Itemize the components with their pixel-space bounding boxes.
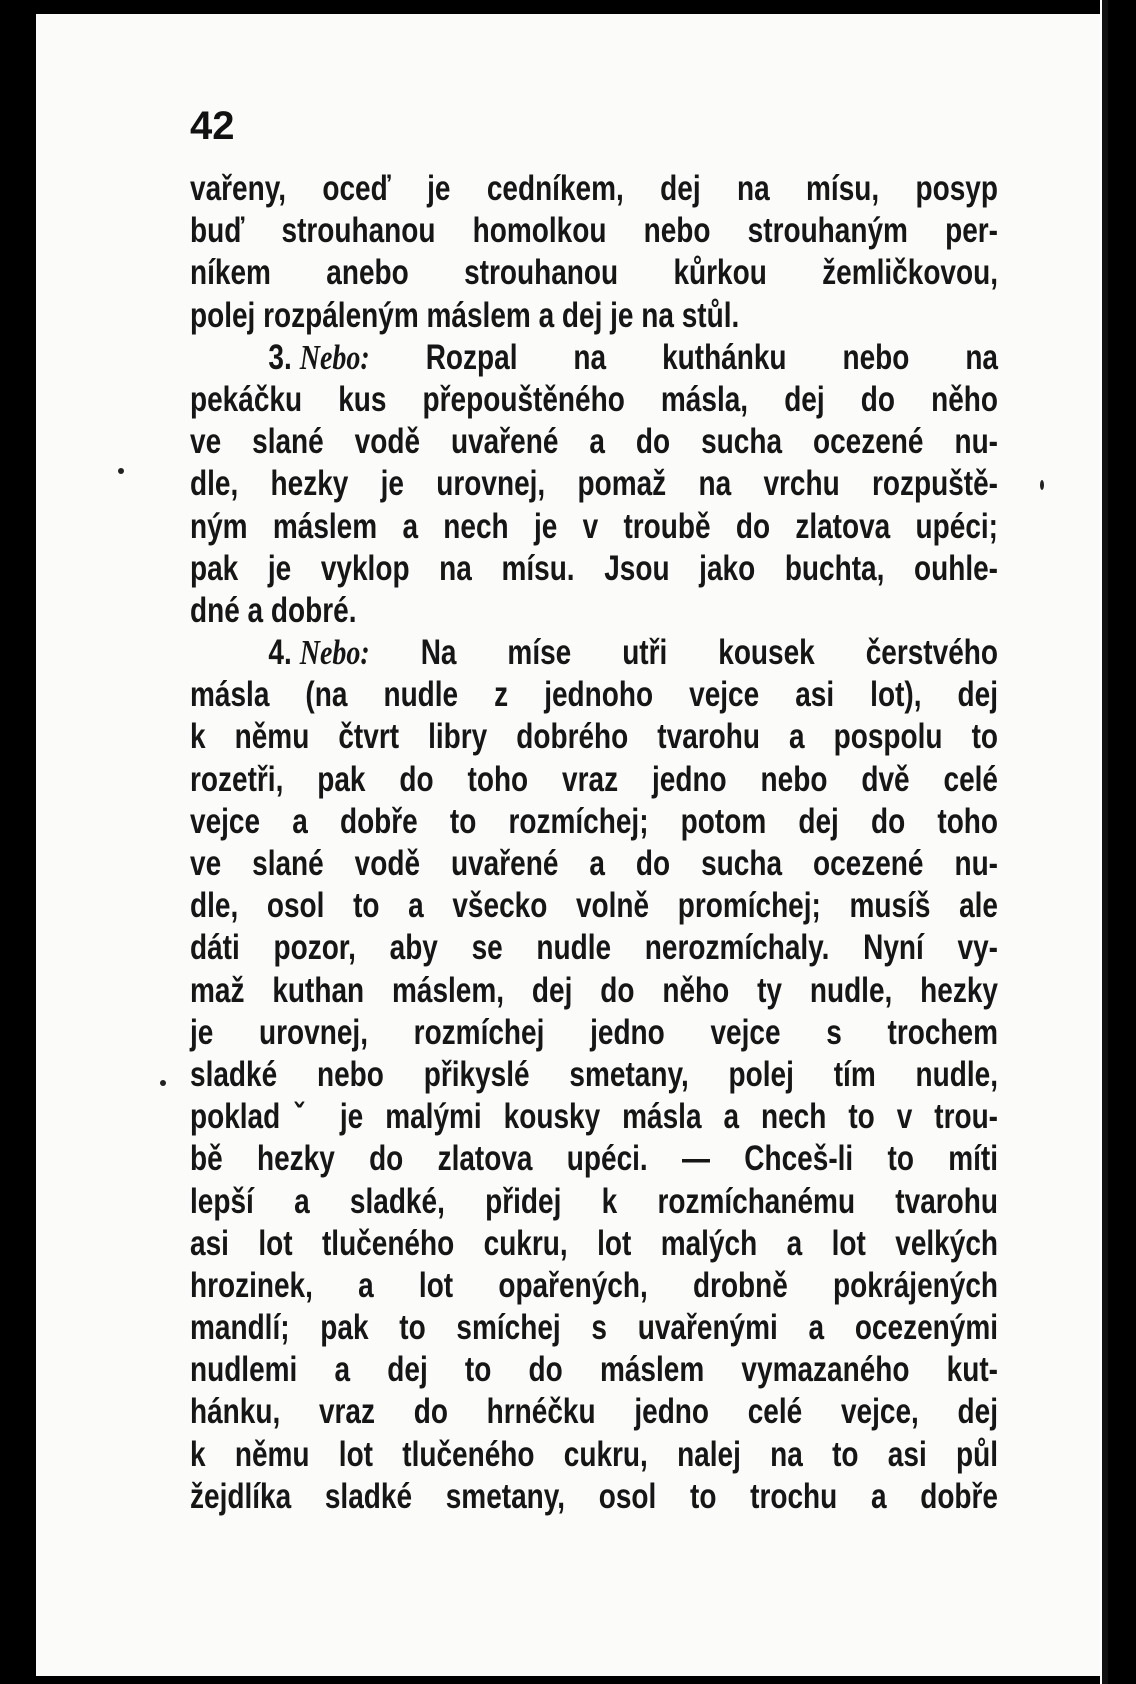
line-text: bě hezky do zlatova upéci. — Chceš-li to míti	[190, 1139, 998, 1179]
line-text: rozetři, pak do toho vraz jedno nebo dvě celé	[190, 759, 998, 799]
line-text: hánku, vraz do hrnéčku jedno celé vejce, dej	[190, 1392, 998, 1432]
line-text: vařeny, oceď je cedníkem, dej na mísu, posyp	[190, 169, 998, 208]
line-text: pokladˇ je malými kousky másla a nech to v trou-	[190, 1097, 998, 1137]
line-text: k němu lot tlučeného cukru, nalej na to asi půl	[190, 1434, 998, 1474]
line-text: ve slané vodě uvařené a do sucha ocezené nu-	[190, 844, 998, 883]
text-line	[190, 506, 998, 548]
text-line	[190, 1138, 998, 1180]
line-text: dle, hezky je urovnej, pomaž na vrchu rozpuště-	[190, 464, 998, 504]
text-line	[190, 970, 998, 1012]
text-line	[190, 1476, 998, 1518]
line-text: hrozinek, a lot opařených, drobně pokrájených	[190, 1265, 998, 1305]
text-line	[190, 1307, 998, 1349]
text-line	[190, 590, 998, 632]
paragraph-lead-word: Nebo:	[299, 633, 370, 673]
line-text: pekáčku kus přepouštěného másla, dej do něho	[190, 379, 998, 419]
text-line	[190, 168, 998, 210]
text-line	[190, 927, 998, 969]
line-text: žejdlíka sladké smetany, osol to trochu a dobře	[190, 1476, 998, 1516]
paragraph-number: 4.	[268, 633, 292, 673]
line-text: másla (na nudle z jednoho vejce asi lot), dej	[190, 675, 998, 715]
text-line	[190, 1096, 998, 1138]
print-speck	[118, 468, 124, 474]
text-line	[190, 1391, 998, 1433]
text-line	[190, 1223, 998, 1265]
line-text: dle, osol to a všecko volně promíchej; musíš ale	[190, 886, 998, 926]
text-line	[190, 252, 998, 294]
recipe-text	[190, 168, 998, 1518]
line-text: buď strouhanou homolkou nebo strouhaným per-	[190, 211, 998, 251]
text-line	[190, 716, 998, 758]
text-line	[190, 1054, 998, 1096]
paragraph-lead-word: Nebo:	[299, 337, 370, 377]
text-line	[190, 1349, 998, 1391]
text-line	[190, 295, 998, 337]
line-text: maž kuthan máslem, dej do něho ty nudle, hezky	[190, 970, 998, 1010]
text-line	[190, 337, 998, 379]
line-text: níkem anebo strouhanou kůrkou žemličkovou,	[190, 253, 998, 293]
line-text: ve slané vodě uvařené a do sucha ocezené nu-	[190, 422, 998, 462]
line-text: polej rozpáleným máslem a dej je na stůl.	[190, 295, 740, 335]
text-line	[190, 379, 998, 421]
print-speck	[1040, 480, 1044, 490]
text-line	[190, 1434, 998, 1476]
text-line	[190, 674, 998, 716]
text-line	[190, 843, 998, 885]
line-text: asi lot tlučeného cukru, lot malých a lot velkých	[190, 1223, 998, 1263]
text-line	[190, 801, 998, 843]
line-text: dné a dobré.	[190, 590, 357, 630]
line-text: ným máslem a nech je v troubě do zlatova upéci;	[190, 506, 998, 546]
text-line	[190, 1012, 998, 1054]
line-text: Na míse utři kousek čerstvého	[420, 633, 998, 673]
line-text: dáti pozor, aby se nudle nerozmíchaly. Nyní vy-	[190, 928, 998, 968]
line-text: je urovnej, rozmíchej jedno vejce s trochem	[190, 1012, 998, 1052]
line-text: vejce a dobře to rozmíchej; potom dej do toho	[190, 801, 998, 841]
text-line	[190, 1265, 998, 1307]
text-line	[190, 632, 998, 674]
line-text: lepší a sladké, přidej k rozmíchanému tvarohu	[190, 1181, 998, 1221]
line-text: Rozpal na kuthánku nebo na	[425, 337, 998, 377]
text-line	[190, 1181, 998, 1223]
text-line	[190, 421, 998, 463]
line-text: sladké nebo přikyslé smetany, polej tím nudle,	[190, 1054, 998, 1094]
text-line	[190, 463, 998, 505]
line-text: nudlemi a dej to do máslem vymazaného kut-	[190, 1350, 998, 1390]
line-text: mandlí; pak to smíchej s uvařenými a ocezenými	[190, 1308, 998, 1348]
text-line	[190, 210, 998, 252]
paragraph-number: 3.	[268, 337, 292, 377]
line-text: pak je vyklop na mísu. Jsou jako buchta, ouhle-	[190, 548, 998, 588]
print-speck	[160, 1080, 166, 1086]
text-line	[190, 548, 998, 590]
line-text: k němu čtvrt libry dobrého tvarohu a pospolu to	[190, 717, 998, 757]
text-line	[190, 759, 998, 801]
text-line	[190, 885, 998, 927]
page-binding-edge	[1100, 0, 1108, 1684]
page-number: 42	[190, 104, 235, 148]
